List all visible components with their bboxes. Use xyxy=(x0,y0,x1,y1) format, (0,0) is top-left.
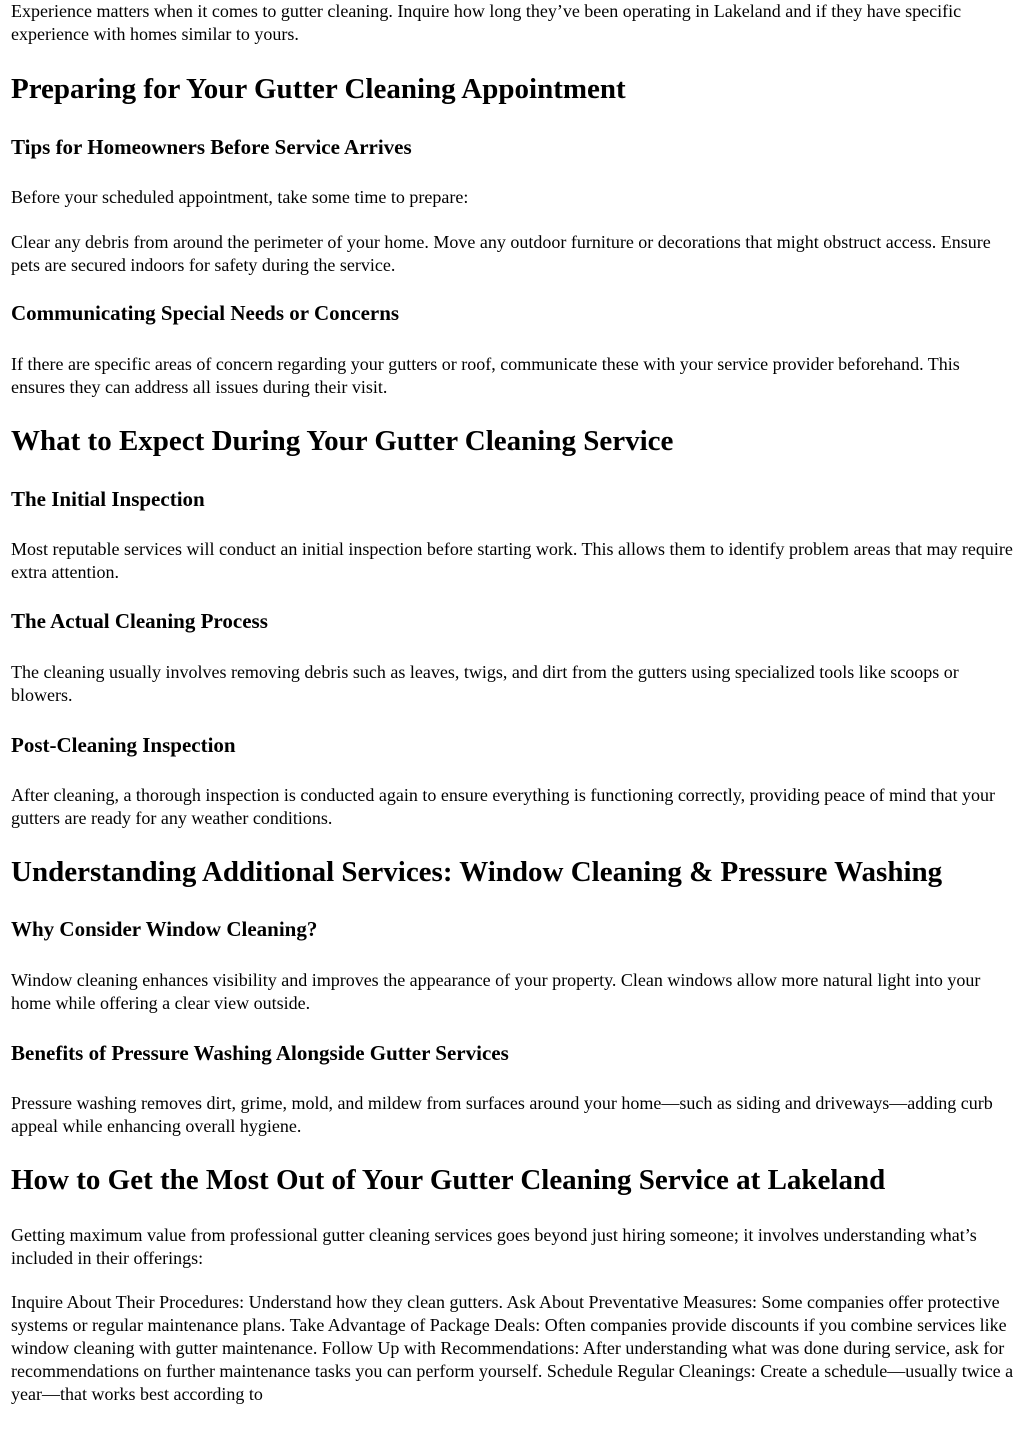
paragraph-post-cleaning: After cleaning, a thorough inspection is conducted again to ensure everything is functioning correctly, providing peace of mind that your gutters are ready for any weather conditions. xyxy=(11,785,996,828)
paragraph-maximum-value: Getting maximum value from professional gutter cleaning services goes beyond just hiring someone; it involves understanding what’s included in their offerings: xyxy=(11,1225,977,1268)
paragraph-cleaning-process: The cleaning usually involves removing debris such as leaves, twigs, and dirt from the gutters using specialized tools like scoops or blowers. xyxy=(11,662,959,705)
paragraph-special-needs: If there are specific areas of concern regarding your gutters or roof, communicate these with your service provider beforehand. This ensures they can address all issues during their visit. xyxy=(11,354,960,397)
subheading-tips-before-service: Tips for Homeowners Before Service Arrives xyxy=(11,135,412,159)
paragraph-clear-debris: Clear any debris from around the perimeter of your home. Move any outdoor furniture or decorations that might obstruct access. Ensure pets are secured indoors for safety during the service. xyxy=(11,232,991,275)
paragraph-initial-inspection: Most reputable services will conduct an initial inspection before starting work. This allows them to identify problem areas that may require extra attention. xyxy=(11,539,1013,582)
section-heading-get-the-most: How to Get the Most Out of Your Gutter Cleaning Service at Lakeland xyxy=(11,1164,886,1196)
subheading-cleaning-process: The Actual Cleaning Process xyxy=(11,609,268,633)
section-heading-additional-services: Understanding Additional Services: Window Cleaning & Pressure Washing xyxy=(11,856,943,888)
subheading-initial-inspection: The Initial Inspection xyxy=(11,487,205,511)
subheading-post-cleaning: Post-Cleaning Inspection xyxy=(11,733,236,757)
section-heading-what-to-expect: What to Expect During Your Gutter Cleaning Service xyxy=(11,425,674,457)
paragraph-pressure-washing: Pressure washing removes dirt, grime, mold, and mildew from surfaces around your home—such as siding and driveways—adding curb appeal while enhancing overall hygiene. xyxy=(11,1093,993,1136)
subheading-special-needs: Communicating Special Needs or Concerns xyxy=(11,301,400,325)
section-heading-preparing: Preparing for Your Gutter Cleaning Appointment xyxy=(11,73,626,105)
subheading-window-cleaning: Why Consider Window Cleaning? xyxy=(11,917,318,941)
paragraph-window-cleaning: Window cleaning enhances visibility and improves the appearance of your property. Clean windows allow more natural light into your home while offering a clear view outside. xyxy=(11,970,981,1013)
subheading-pressure-washing: Benefits of Pressure Washing Alongside Gutter Services xyxy=(11,1041,509,1065)
paragraph-before-appointment: Before your scheduled appointment, take some time to prepare: xyxy=(11,187,469,207)
intro-paragraph: Experience matters when it comes to gutter cleaning. Inquire how long they’ve been operating in Lakeland and if they have specific experience with homes similar to yours. xyxy=(11,1,962,44)
paragraph-tips-list: Inquire About Their Procedures: Understand how they clean gutters. Ask About Preventative Measures: Some companies offer protective systems or regular maintenance plans. Take Advantage of Package Deals: Often companies provide discounts if you combine services like window cleaning with gutter maintenance. Follow Up with Recommendations: After understanding what was done during service, ask for recommendations on further maintenance tasks you can perform yourself. Schedule Regular Cleanings: Create a schedule—usually twice a year—that works best according to xyxy=(11,1292,1014,1404)
